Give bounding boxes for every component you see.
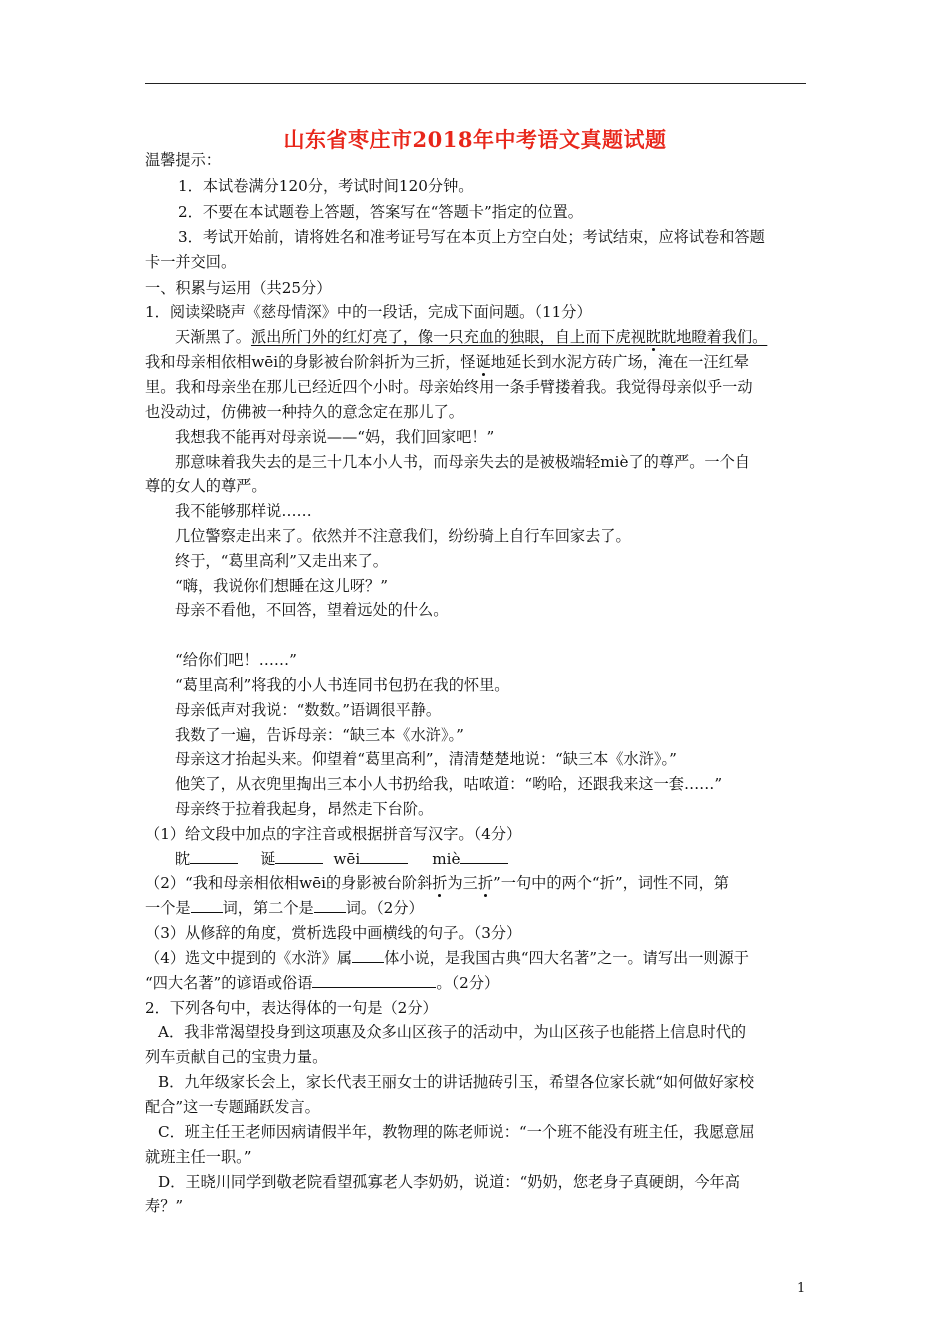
header-rule <box>145 83 806 84</box>
option-b-cont: 配合”这一专题踊跃发言。 <box>145 1098 320 1116</box>
passage-line: 母亲低声对我说：“数数。”语调很平静。 <box>175 701 442 719</box>
tip-2: 2．不要在本试题卷上答题，答案写在“答题卡”指定的位置。 <box>178 203 583 221</box>
sub-question-3: （3）从修辞的角度，赏析选段中画横线的句子。（3分） <box>145 924 522 942</box>
passage-line: 我数了一遍，告诉母亲：“缺三本《水浒》。” <box>175 726 464 744</box>
answer-blank[interactable] <box>352 948 384 963</box>
passage-line: “嗨，我说你们想睡在这儿呀？” <box>175 577 388 595</box>
question-2-stem: 2．下列各句中，表达得体的一句是（2分） <box>145 999 438 1017</box>
fill-label: miè <box>432 850 461 868</box>
underlined-sentence: 派出所门外的红灯亮了，像一只充血的独眼，自上而下虎视眈眈地瞪着我们。 <box>250 328 768 346</box>
sub-question-4: （4）选文中提到的《水浒》属 体小说，是我国古典“四大名著”之一。请写出一则源于 <box>145 949 749 967</box>
answer-blank[interactable] <box>360 849 408 864</box>
passage-line: 母亲不看他，不回答，望着远处的什么。 <box>175 601 449 619</box>
answer-blank[interactable] <box>460 849 508 864</box>
passage-line <box>175 327 767 347</box>
tips-heading: 温馨提示： <box>145 151 221 169</box>
answer-blank[interactable] <box>275 849 323 864</box>
dotted-char: 眈 <box>645 328 661 346</box>
passage-line: 母亲这才抬起头来。仰望着“葛里高利”，清清楚楚地说：“缺三本《水浒》。” <box>175 750 677 768</box>
sub-question-2: （2）“我和母亲相依相wēi的身影被台阶斜折为三折”一句中的两个“折”，词性不同，第 <box>145 874 729 892</box>
section-heading: 一、积累与运用（共25分） <box>145 279 332 297</box>
fill-label: 眈 <box>175 850 191 868</box>
passage-line: 他笑了，从衣兜里掏出三本小人书扔给我，咕哝道：“哟哈，还跟我来这一套……” <box>175 775 723 793</box>
passage-line: 终于，“葛里高利”又走出来了。 <box>175 552 388 570</box>
passage-text: 天渐黑了。 <box>175 328 251 346</box>
tip-3-cont: 卡一并交回。 <box>145 253 237 271</box>
dotted-char: 折 <box>432 874 448 892</box>
passage-line: “给你们吧！……” <box>175 651 297 669</box>
passage-line: 那意味着我失去的是三十几本小人书，而母亲失去的是被极端轻miè了的尊严。一个自 <box>175 453 750 471</box>
tip-1: 1．本试卷满分120分，考试时间120分钟。 <box>178 177 474 195</box>
passage-line: “葛里高利”将我的小人书连同书包扔在我的怀里。 <box>175 676 510 694</box>
passage-line: 也没动过，仿佛被一种持久的意念定在那儿了。 <box>145 403 464 421</box>
passage-line: 尊的女人的尊严。 <box>145 477 267 495</box>
option-d-cont: 寿？” <box>145 1197 184 1215</box>
answer-blank[interactable] <box>314 898 346 913</box>
answer-blank[interactable] <box>312 973 436 988</box>
passage-line: 里。我和母亲坐在那儿已经近四个小时。母亲始终用一条手臂搂着我。我觉得母亲似乎一动 <box>145 378 753 396</box>
option-d: D．王晓川同学到敬老院看望孤寡老人李奶奶，说道：“奶奶，您老身子真硬朗，今年高 <box>158 1173 740 1191</box>
fill-label: 诞 <box>260 850 276 868</box>
sub-question-4-cont: “四大名著”的谚语或俗语 。（2分） <box>145 974 500 992</box>
passage-line: 我想我不能再对母亲说——“妈，我们回家吧！” <box>175 428 495 446</box>
option-b: B．九年级家长会上，家长代表王丽女士的讲话抛砖引玉，希望各位家长就“如何做好家校 <box>158 1073 755 1091</box>
option-a: A．我非常渴望投身到这项惠及众多山区孩子的活动中，为山区孩子也能搭上信息时代的 <box>158 1023 747 1041</box>
dotted-char: 诞 <box>475 353 491 371</box>
tip-3: 3．考试开始前，请将姓名和准考证号写在本页上方空白处；考试结束，应将试卷和答题 <box>178 228 765 246</box>
passage-line: 母亲终于拉着我起身，昂然走下台阶。 <box>175 800 434 818</box>
page-title: 山东省枣庄市2018年中考语文真题试题 <box>283 127 667 152</box>
passage-line: 我不能够那样说…… <box>175 502 312 520</box>
option-a-cont: 列车贡献自己的宝贵力量。 <box>145 1048 328 1066</box>
sub-question-1: （1）给文段中加点的字注音或根据拼音写汉字。（4分） <box>145 825 522 843</box>
dotted-char: 折 <box>477 874 494 892</box>
answer-blank[interactable] <box>190 849 238 864</box>
question-1-stem: 1．阅读梁晓声《慈母情深》中的一段话，完成下面问题。（11分） <box>145 303 592 321</box>
fill-blanks-row <box>175 849 508 869</box>
passage-line: 几位警察走出来了。依然并不注意我们，纷纷骑上自行车回家去了。 <box>175 527 631 545</box>
sub-question-2-cont: 一个是 词，第二个是 词。（2分） <box>145 899 424 917</box>
passage-line: 我和母亲相依相wēi的身影被台阶斜折为三折，怪诞地延长到水泥方砖广场，淹在一汪红晕 <box>145 353 749 371</box>
answer-blank[interactable] <box>191 898 223 913</box>
option-c-cont: 就班主任一职。” <box>145 1148 252 1166</box>
page-number: 1 <box>797 1281 806 1296</box>
fill-label: wēi <box>333 850 361 868</box>
option-c: C．班主任王老师因病请假半年，教物理的陈老师说：“一个班不能没有班主任，我愿意屈 <box>158 1123 755 1141</box>
